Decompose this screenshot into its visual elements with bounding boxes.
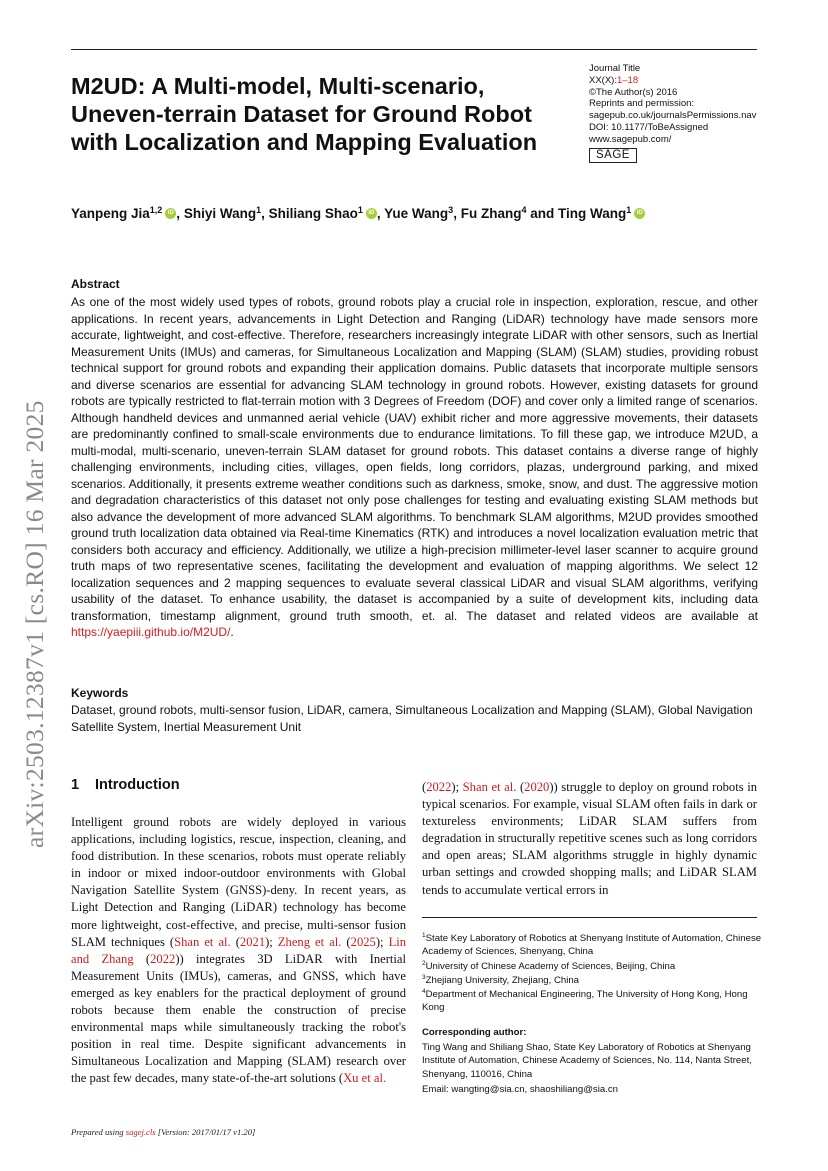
orcid-icon[interactable] <box>634 208 645 219</box>
citation-link[interactable]: Xu et al. <box>343 1071 387 1086</box>
section-heading <box>71 777 180 793</box>
journal-title: Journal Title <box>589 63 641 74</box>
author-name: Yue Wang <box>384 206 449 221</box>
section-title: Introduction <box>95 777 180 793</box>
citation-year-link[interactable]: 2021 <box>239 934 266 949</box>
orcid-icon[interactable] <box>366 208 377 219</box>
author-name: Fu Zhang <box>460 206 522 221</box>
author-name: Shiyi Wang <box>183 206 257 221</box>
footnote-rule <box>422 917 757 918</box>
journal-reprints-url: sagepub.co.uk/journalsPermissions.nav <box>589 110 757 122</box>
page-footer: Prepared using sagej.cls [Version: 2017/01/17 v1.20] <box>71 1127 256 1137</box>
orcid-icon[interactable] <box>165 208 176 219</box>
arxiv-stamp: arXiv:2503.12387v1 [cs.RO] 16 Mar 2025 <box>20 400 49 848</box>
journal-doi: DOI: 10.1177/ToBeAssigned <box>589 121 709 133</box>
section-number: 1 <box>71 777 80 793</box>
paper-title: M2UD: A Multi-model, Multi-scenario, Uneven-terrain Dataset for Ground Robot with Localization and Mapping Evaluation <box>71 73 538 155</box>
footnote: $^2$University of Chinese Academy of Sciences, Beijing, China <box>422 959 676 972</box>
citation-link[interactable]: Lin and Zhang <box>71 934 407 966</box>
footnote: $^1$State Key Laboratory of Robotics at Shenyang Institute of Automation, Chinese Academy of Sciences, Shenyang, China <box>422 932 762 958</box>
header-rule <box>71 49 757 50</box>
author-affiliation: 3 <box>448 205 454 215</box>
citation-link[interactable]: Shan et al. <box>174 934 231 949</box>
class-file-link[interactable]: sagej.cls <box>125 1127 156 1137</box>
abstract-heading: Abstract <box>71 277 120 291</box>
author-list: Yanpeng Jia$^{1,2}$iD , Shiyi Wang$^1$, Shiliang Shao$^1$iD , Yue Wang$^3$, Fu Zhang$^4$ and Ting Wang$^1$iD <box>71 205 761 223</box>
journal-site: www.sagepub.com/ <box>589 133 672 145</box>
citation-link[interactable]: Zheng et al. <box>277 934 342 949</box>
affiliation-footnotes <box>422 932 762 1016</box>
citation-year-link[interactable]: 2022 <box>150 951 176 966</box>
corresponding-heading: Corresponding author: <box>422 1027 527 1038</box>
author-name: Yanpeng Jia <box>71 206 150 221</box>
intro-column-right: (2022); Shan et al. (2020)) struggle to deploy on ground robots in typical scenarios. For example, visual SLAM often fails in dark or textureless environments; LiDAR SLAM suffers from degradation in structurally repetitive scenes such as long corridors and open areas; SLAM algorithms struggle in highly dynamic urban settings and crowded shopping malls; and LiDAR SLAM tends to accumulate vertical errors in <box>422 780 758 897</box>
corresponding-text: Ting Wang and Shiliang Shao, State Key Laboratory of Robotics at Shenyang Institute of Automation, Chinese Academy of Sciences, No. 114, Nanta Street, Shenyang, 110016, China <box>422 1042 752 1080</box>
author-affiliation: 1,2 <box>149 205 163 215</box>
sage-logo: SAGE <box>589 148 637 163</box>
author-name: Ting Wang <box>557 206 627 221</box>
citation-year-link[interactable]: 2020 <box>524 780 550 794</box>
author-affiliation: 1 <box>256 205 262 215</box>
footnote: $^4$Department of Mechanical Engineering, The University of Hong Kong, Hong Kong <box>422 988 748 1014</box>
keywords-heading: Keywords <box>71 686 129 700</box>
journal-reprints: Reprints and permission: <box>589 98 695 110</box>
citation-year-link[interactable]: 2025 <box>350 934 376 949</box>
journal-pages-link[interactable]: 1–18 <box>616 74 639 86</box>
journal-info <box>589 63 779 163</box>
journal-copyright: ©The Author(s) 2016 <box>589 86 678 98</box>
author-affiliation: 4 <box>521 205 527 215</box>
intro-column-left: Intelligent ground robots are widely deployed in various applications, including logistics, rescue, inspection, cleaning, and food distribution. In these scenarios, robots must operate reliably in indoor or mixed indoor-outdoor environments with Global Navigation Satellite System (GNSS)-deny. In recent years, as Light Detection and Ranging (LiDAR) technology has become more lightweight, cost-effective, and precise, multi-sensor fusion SLAM techniques (Shan et al. (2021); Zheng et al. (2025); Lin and Zhang (2022)) integrates 3D LiDAR with Inertial Measurement Units (IMUs), cameras, and GNSS, which have emerged as key enablers for the practical deployment of ground robots because them enable the construction of precise environmental maps while simultaneously tracking the robot's position in real time. Despite significant advancements in Simultaneous Localization and Mapping (SLAM) research over the past few decades, many state-of-the-art solutions (Xu et al. <box>71 815 407 1086</box>
author-affiliation: 1 <box>626 205 632 215</box>
citation-link[interactable]: Shan et al. <box>462 780 517 794</box>
journal-volume: XX(X):1–18 <box>589 74 639 86</box>
corresponding-email: Email: wangting@sia.cn, shaoshiliang@sia.cn <box>422 1084 618 1095</box>
author-name: Shiliang Shao <box>268 206 358 221</box>
citation-year-link[interactable]: 2022 <box>426 780 452 794</box>
abstract-text: As one of the most widely used types of robots, ground robots play a crucial role in inspection, exploration, rescue, and other applications. In recent years, advancements in Light Detection and Ranging (LiDAR) technology have made sensors more accurate, lightweight, and cost-effective. Therefore, researchers increasingly integrate LiDAR with other sensors, such as Inertial Measurement Units (IMUs) and cameras, for Simultaneous Localization and Mapping (SLAM) (SLAM) studies, providing robust technical support for ground robots and expanding their application domains. Public datasets that incorporate multiple sensors and diverse scenarios are essential for advancing SLAM technology in ground robots. However, existing datasets for ground robots are typically restricted to flat-terrain motion with 3 Degrees of Freedom (DOF) and cover only a limited range of scenarios. Although handheld devices and unmanned aerial vehicle (UAV) exhibit richer and more aggressive movements, their datasets are predominantly confined to small-scale environments due to endurance limitations. To fill these gap, we introduce M2UD, a multi-modal, multi-scenario, uneven-terrain SLAM dataset for ground robots. This dataset contains a diverse range of highly challenging environments, including cities, villages, open fields, long corridors, plazas, underground parking, and mixed scenarios. Additionally, it presents extreme weather conditions such as darkness, smoke, snow, and dust. The aggressive motion and degradation characteristics of this dataset not only pose challenges for testing and evaluating existing SLAM methods but also advance the development of more advanced SLAM algorithms. To benchmark SLAM algorithms, M2UD provides smoothed ground truth localization data obtained via Real-time Kinematics (RTK) and introduces a novel localization evaluation metric that considers both accuracy and efficiency. Additionally, we utilize a high-precision millimeter-level laser scanner to acquire ground truth maps of two representative scenes, facilitating the development and evaluation of mapping algorithms. We select 12 localization sequences and 2 mapping sequences to evaluate several classical LiDAR and visual SLAM algorithms, verifying usability of the dataset. To enhance usability, the dataset is accompanied by a suite of development kits, including data transformation, timestamp alignment, ground truth smooth, et. al. The dataset and related videos are available at https://yaepiii.github.io/M2UD/. <box>71 295 758 639</box>
author-affiliation: 1 <box>357 205 363 215</box>
footnote: $^3$Zhejiang University, Zhejiang, China <box>422 973 580 986</box>
keywords-text: Dataset, ground robots, multi-sensor fusion, LiDAR, camera, Simultaneous Localization and Mapping (SLAM), Global Navigation Satellite System, Inertial Measurement Unit <box>71 703 753 734</box>
dataset-link[interactable]: https://yaepiii.github.io/M2UD/ <box>71 625 231 639</box>
